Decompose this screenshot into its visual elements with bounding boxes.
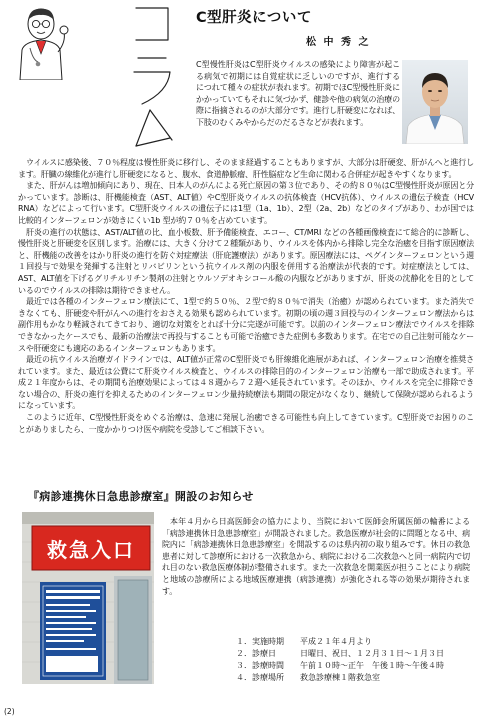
page-number: (2) xyxy=(4,707,15,716)
author-name: 松 中 秀 之 xyxy=(306,37,371,48)
detail-row xyxy=(236,660,444,672)
body-paragraph: また、肝がんは増加傾向にあり、現在、日本人のがんによる死亡原因の第３位であり、その約８０％はC型慢性肝炎が原因と分かっています。診断は、肝機能検査（AST、ALT値）やC型肝炎ウイルスの抗体検査（HCV抗体）、ウイルスの遺伝子検査（HCV RNA）などによって行います。C型肝炎ウイルスの遺伝子には1型（1a、1b）、2型（2a、2b）などのタイプがあり、わが国では比較的インターフェロンが効きにくい1b 型が約７０％を占めています。 xyxy=(18,181,474,225)
article-title: C型肝炎について xyxy=(196,10,312,26)
detail-row xyxy=(236,672,444,684)
detail-label: １．実施時期 xyxy=(236,637,284,646)
er-entrance-photo xyxy=(22,512,154,684)
detail-value: 日曜日、祝日、１２月３１日〜１月３日 xyxy=(300,649,444,658)
notice-body xyxy=(162,516,470,597)
body-paragraph: 最近の抗ウイルス治療ガイドラインでは、ALT値が正常のC型肝炎でも肝線維化進展があれば、インターフェロン治療を推奨されています。また、最近は公費にて肝炎ウイルス検査と、ウイルスの排除目的のインターフェロン治療も一部で助成されます。平成２１年度からは、その期間も治療効果によっては４８週から７２週へ延長されています。そのほか、ウイルスを完全に排除できない場合の、肝炎の進行を抑えるためのインターフェロン少量持続療法も期間の限定がなくなり、継続して保険が認められるようになっています。 xyxy=(18,355,474,411)
doctor-illustration xyxy=(8,4,74,80)
body-paragraph: 肝炎の進行の状態は、AST/ALT値の比、血小板数、肝予備能検査、エコー、CT/MRI などの各種画像検査にて総合的に診断し、慢性肝炎と肝硬変を区別します。治療には、大きく分けて２種類があり、ウイルスを体内から排除し完全な治癒を目指す原因療法と、肝機能の改善をはかり肝炎の進行を防ぐ対症療法（肝庇護療法）があります。原因療法には、ペグインターフェロンという週１回投与で効果を発揮する注射とリバビリンという抗ウイルス剤の内服を併用する治療法が代表的です。対症療法としては、AST、ALT値を下げるグリチルリチン製剤の注射とウルソデオキシコール酸の内服などがありますが、肝炎の沈静化を目的としているのでウイルスの排除は期待できません。 xyxy=(18,227,474,295)
notice-paragraph: 本年４月から日高医師会の協力により、当院において医師会所属医師の輪番による「病診連携休日急患診療室」が開設されました。救急医療が社会的に問題となる中、病院内に「病診連携休日急患診療室」を開設するのは県内初の取り組みです。休日の救急患者に対して診療所における一次救急から、病院における二次救急へと同一病院内で切れ目のない救急医療体制が整備されます。また一次救急を開業医が担うことにより病院と地域の診療所による地域医療連携（病診連携）が強化される等の効果が期待されます。 xyxy=(162,517,470,596)
notice-details xyxy=(236,636,444,684)
detail-value: 午前１０時〜正午 午後１時〜午後４時 xyxy=(300,661,444,670)
detail-row xyxy=(236,636,444,648)
column-vertical-heading xyxy=(128,0,178,150)
intro-paragraph: C型慢性肝炎はC型肝炎ウイルスの感染により障害が起こる病気で初期には自覚症状に乏しいのですが、進行するにつれて種々の症状が表れます。初期でほC型慢性肝炎にかかっていてもそれに気づかず、健診や他の病気の治療の際に指摘されるのが大部分です。進行し肝硬変になれば、下肢のむくみやからだのだるさなどが表れます。 xyxy=(196,60,400,127)
body-paragraph: 最近では各種のインターフェロン療法にて、1型で約５０％、２型で約８０％で消失（治癒）が認められています。また消失できなくても、肝硬変や肝がんへの進行をおさえる効果も認められています。初期の頃の週３回投与のインターフェロン療法からは副作用もかなり軽減されてきており、適切な対策をとれば十分に完遂が可能です。以前のインターフェロン療法でウイルスを排除できなかったケースでも、最新の治療法で再投与することも可能で治癒できた症例も多数あります。在宅での自己注射可能なケースや肝硬変にも適応のあるインターフェロンもあります。 xyxy=(18,297,474,353)
author-photo xyxy=(402,60,468,144)
notice-title: 『病診連携休日急患診療室』開設のお知らせ xyxy=(28,490,254,503)
detail-label: ３．診療時間 xyxy=(236,661,284,670)
er-sign-text: 救急入口 xyxy=(47,538,135,562)
detail-label: ４．診療場所 xyxy=(236,673,284,682)
detail-row xyxy=(236,648,444,660)
body-paragraph: ウイルスに感染後、７０％程度は慢性肝炎に移行し、そのまま経過することもありますが、大部分は肝硬変、肝がんへと進行します。肝臓の線維化が進行し肝硬変になると、腹水、食道静脈瘤、肝性脳症など生命に関わる合併症が起きやすくなります。 xyxy=(18,158,474,179)
body-paragraph: このように近年、C型慢性肝炎をめぐる治療は、急速に発展し治癒できる可能性も向上してきています。C型肝炎でお困りのことがありましたら、一度かかりつけ医や病院を受診してご相談下さい。 xyxy=(18,413,474,434)
detail-value: 救急診療棟１階救急室 xyxy=(300,673,380,682)
article-body xyxy=(18,157,474,435)
detail-value: 平成２１年４月より xyxy=(300,637,372,646)
detail-label: ２．診療日 xyxy=(236,649,276,658)
